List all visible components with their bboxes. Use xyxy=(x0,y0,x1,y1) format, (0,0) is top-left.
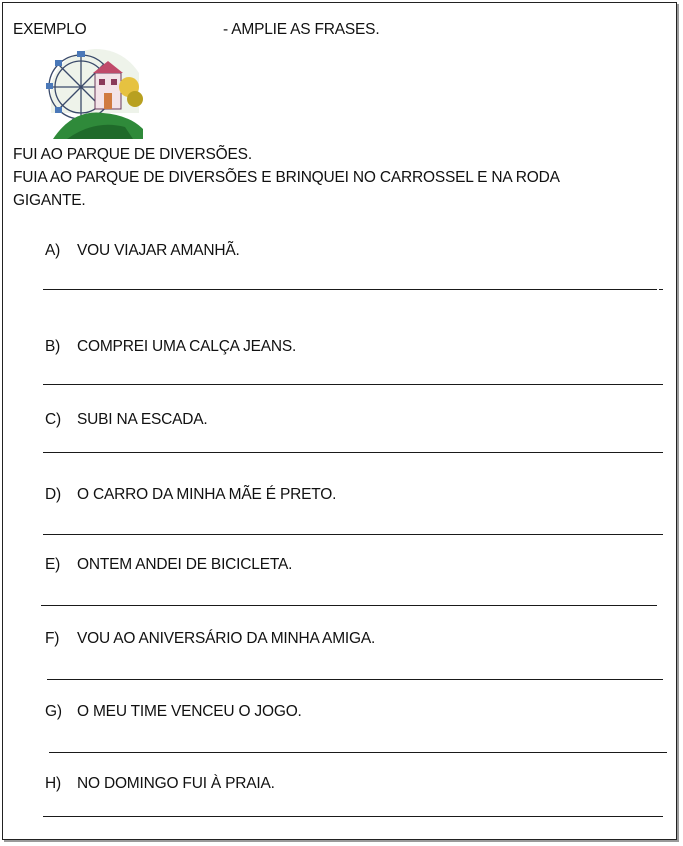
question-sentence: SUBI NA ESCADA. xyxy=(77,411,208,428)
question-letter: C) xyxy=(45,411,61,428)
question-letter: A) xyxy=(45,242,61,259)
question-sentence: O CARRO DA MINHA MÃE É PRETO. xyxy=(77,486,337,503)
example-label: EXEMPLO xyxy=(13,21,87,38)
example-short-sentence: FUI AO PARQUE DE DIVERSÕES. xyxy=(13,146,252,163)
answer-line-tail xyxy=(659,289,663,290)
question-letter: E) xyxy=(45,556,61,573)
question-sentence: NO DOMINGO FUI À PRAIA. xyxy=(77,775,275,792)
question-letter: B) xyxy=(45,338,61,355)
answer-line[interactable] xyxy=(49,752,667,753)
example-expanded-line-2: GIGANTE. xyxy=(13,192,86,209)
answer-line[interactable] xyxy=(43,452,663,453)
answer-line[interactable] xyxy=(43,289,657,290)
question-letter: G) xyxy=(45,703,62,720)
instruction-title: - AMPLIE AS FRASES. xyxy=(223,21,380,38)
question-sentence: O MEU TIME VENCEU O JOGO. xyxy=(77,703,302,720)
answer-line[interactable] xyxy=(43,384,663,385)
question-letter: H) xyxy=(45,775,61,792)
answer-line[interactable] xyxy=(43,816,663,817)
worksheet-page xyxy=(2,2,677,840)
question-sentence: ONTEM ANDEI DE BICICLETA. xyxy=(77,556,293,573)
answer-line[interactable] xyxy=(41,605,657,606)
example-expanded-line-1: FUIA AO PARQUE DE DIVERSÕES E BRINQUEI NO CARROSSEL E NA RODA xyxy=(13,169,560,186)
question-letter: F) xyxy=(45,630,60,647)
question-letter: D) xyxy=(45,486,61,503)
question-sentence: VOU VIAJAR AMANHÃ. xyxy=(77,242,240,259)
answer-line[interactable] xyxy=(43,534,663,535)
question-sentence: COMPREI UMA CALÇA JEANS. xyxy=(77,338,297,355)
answer-line[interactable] xyxy=(47,679,663,680)
amusement-park-ferris-wheel-icon xyxy=(43,43,145,139)
question-sentence: VOU AO ANIVERSÁRIO DA MINHA AMIGA. xyxy=(77,630,376,647)
